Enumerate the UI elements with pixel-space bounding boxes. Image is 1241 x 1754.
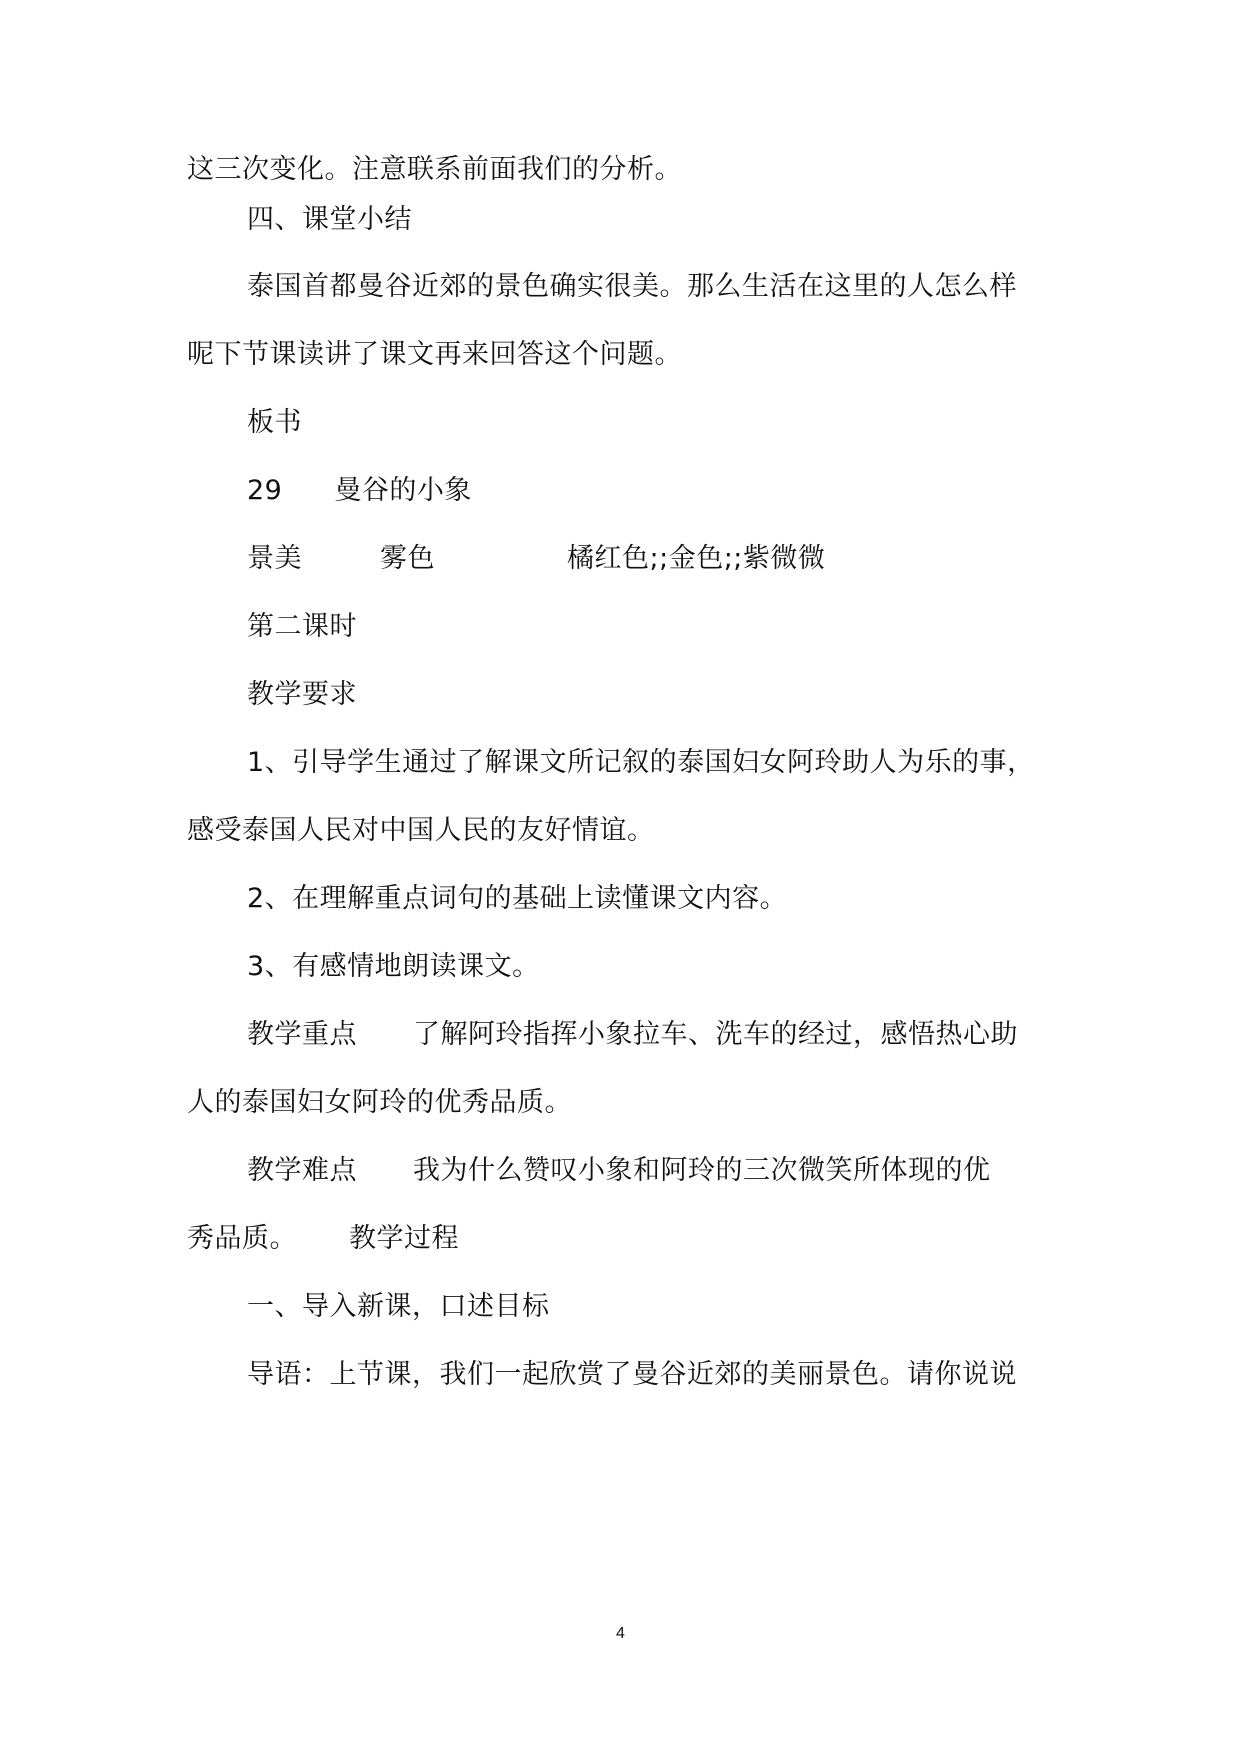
key-point-text: 了解阿玲指挥小象拉车、洗车的经过，感悟热心助 <box>413 1019 1018 1050</box>
section-heading: 四、课堂小结 <box>247 204 412 235</box>
section-heading: 第二课时 <box>247 611 357 642</box>
text-line: 3、有感情地朗读课文。 <box>247 951 540 982</box>
text-line: 1、引导学生通过了解课文所记叙的泰国妇女阿玲助人为乐的事， <box>247 747 1035 778</box>
board-term: 雾色 <box>380 543 435 574</box>
board-term: 景美 <box>247 543 302 574</box>
difficult-point-text-end: 秀品质。 <box>187 1223 297 1254</box>
lesson-number: 29 <box>247 475 283 506</box>
text-line: 泰国首都曼谷近郊的景色确实很美。那么生活在这里的人怎么样 <box>247 271 1017 302</box>
text-line: 2、在理解重点词句的基础上读懂课文内容。 <box>247 883 788 914</box>
text-line: 感受泰国人民对中国人民的友好情谊。 <box>187 815 655 846</box>
board-line <box>247 539 825 579</box>
lesson-title: 曼谷的小象 <box>334 475 472 506</box>
board-line <box>247 471 472 511</box>
page-number: 4 <box>616 1625 625 1642</box>
section-heading: 板书 <box>247 407 302 438</box>
board-term: 橘红色;;金色;;紫微微 <box>567 543 826 574</box>
text-line: 导语：上节课，我们一起欣赏了曼谷近郊的美丽景色。请你说说 <box>247 1359 1017 1390</box>
text-line <box>247 1015 1018 1055</box>
section-heading: 一、导入新课，口述目标 <box>247 1291 550 1322</box>
text-line <box>247 1151 991 1191</box>
section-heading: 教学要求 <box>247 679 357 710</box>
label-key-point: 教学重点 <box>247 1019 357 1050</box>
section-heading: 教学过程 <box>349 1223 459 1254</box>
difficult-point-text: 我为什么赞叹小象和阿玲的三次微笑所体现的优 <box>413 1155 991 1186</box>
text-line: 人的泰国妇女阿玲的优秀品质。 <box>187 1087 572 1118</box>
text-line <box>187 1219 459 1259</box>
text-line: 这三次变化。注意联系前面我们的分析。 <box>187 154 682 185</box>
text-line: 呢下节课读讲了课文再来回答这个问题。 <box>187 339 682 370</box>
label-difficult-point: 教学难点 <box>247 1155 357 1186</box>
